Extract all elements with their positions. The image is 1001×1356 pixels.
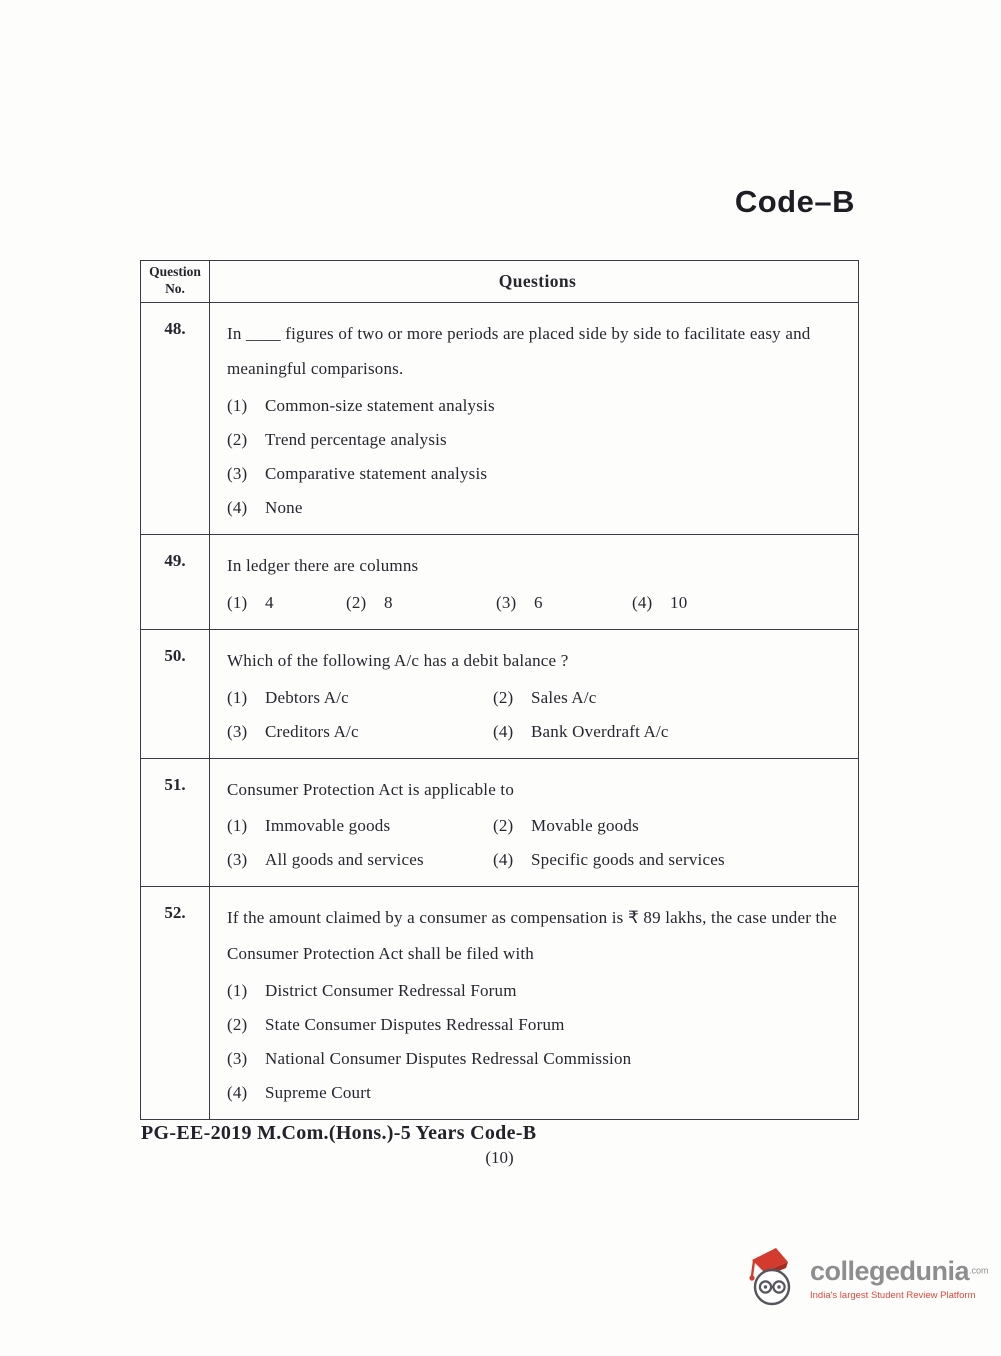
option: [493, 715, 848, 749]
options-list: [227, 974, 848, 1110]
question-stem: In ____ figures of two or more periods are placed side by side to facilitate easy and meaningful comparisons.: [227, 323, 811, 379]
page-number: (10): [485, 1148, 514, 1167]
option-text: Movable goods: [531, 816, 639, 836]
option-label: (2): [493, 687, 514, 707]
question-stem: Which of the following A/c has a debit balance ?: [227, 650, 569, 670]
option: [227, 1008, 848, 1042]
option-text: Comparative statement analysis: [265, 464, 488, 484]
brand-tagline: India's largest Student Review Platform: [810, 1290, 976, 1301]
question-row-48: [141, 302, 858, 534]
option-label: (1): [227, 396, 248, 416]
footer-exam-code: PG-EE-2019 M.Com.(Hons.)-5 Years Code-B: [141, 1122, 537, 1144]
option: [227, 715, 493, 749]
collegedunia-mascot-icon: [742, 1246, 800, 1313]
option-label: (4): [227, 498, 248, 518]
option-label: (4): [493, 850, 514, 870]
option-label: (3): [227, 721, 248, 741]
question-number: 52.: [141, 887, 210, 1118]
option-text: 6: [534, 592, 543, 612]
option: [227, 491, 848, 525]
option: [227, 1042, 848, 1076]
option: [227, 423, 848, 457]
collegedunia-logo: [742, 1246, 989, 1313]
code-label: Code–B: [734, 184, 855, 219]
question-row-52: [141, 886, 858, 1118]
option-label: (4): [227, 1082, 248, 1102]
option-label: (3): [227, 850, 248, 870]
option-text: 4: [265, 592, 274, 612]
question-stem: In ledger there are columns: [227, 556, 419, 576]
question-body: [210, 535, 858, 629]
option-label: (1): [227, 592, 248, 612]
option-text: Sales A/c: [531, 687, 597, 707]
option-text: 8: [384, 592, 393, 612]
question-body: [210, 303, 858, 534]
header-questions: Questions: [498, 270, 577, 291]
option-label: (3): [227, 1048, 248, 1068]
option: [227, 681, 493, 715]
question-stem: If the amount claimed by a consumer as compensation is ₹ 89 lakhs, the case under the Consumer Protection Act shall be filed with: [227, 908, 837, 963]
header-question-no-line2: No.: [165, 280, 185, 296]
collegedunia-logo-text: [810, 1258, 989, 1301]
option-label: (4): [493, 721, 514, 741]
option: [227, 1076, 848, 1110]
options-list: [227, 681, 848, 749]
option-text: State Consumer Disputes Redressal Forum: [265, 1014, 565, 1034]
question-row-49: [141, 534, 858, 629]
question-body: [210, 759, 858, 887]
option-text: All goods and services: [265, 850, 424, 870]
brand-name: collegedunia: [810, 1256, 970, 1286]
question-stem: Consumer Protection Act is applicable to: [227, 779, 515, 799]
option-text: 10: [670, 592, 688, 612]
option-text: Specific goods and services: [531, 850, 725, 870]
option-text: Bank Overdraft A/c: [531, 721, 669, 741]
question-number: 51.: [141, 759, 210, 887]
option-text: National Consumer Disputes Redressal Commission: [265, 1048, 632, 1068]
option: [632, 586, 848, 620]
options-list: [227, 389, 848, 525]
option: [227, 457, 848, 491]
table-header-row: [141, 261, 858, 302]
option-text: Creditors A/c: [265, 721, 359, 741]
option: [493, 681, 848, 715]
question-number: 48.: [141, 303, 210, 534]
question-body: [210, 630, 858, 758]
header-question-no-line1: Question: [149, 264, 201, 279]
question-row-50: [141, 629, 858, 758]
option: [496, 586, 632, 620]
question-body: [210, 887, 858, 1118]
option-label: (2): [227, 1014, 248, 1034]
option: [493, 843, 848, 877]
brand-suffix: .com: [969, 1265, 989, 1276]
questions-table: [140, 260, 859, 1120]
question-number: 50.: [141, 630, 210, 758]
option-text: Immovable goods: [265, 816, 391, 836]
option: [227, 843, 493, 877]
option-label: (2): [493, 816, 514, 836]
option: [227, 389, 848, 423]
options-list: [227, 809, 848, 877]
option: [346, 586, 496, 620]
option-label: (2): [227, 430, 248, 450]
option-text: Debtors A/c: [265, 687, 349, 707]
option: [227, 974, 848, 1008]
option-label: (1): [227, 980, 248, 1000]
option: [493, 809, 848, 843]
option-label: (1): [227, 687, 248, 707]
option-label: (3): [496, 592, 517, 612]
option: [227, 809, 493, 843]
header-question-no: [141, 261, 210, 302]
option-label: (4): [632, 592, 653, 612]
option-text: Trend percentage analysis: [265, 430, 447, 450]
option-label: (2): [346, 592, 367, 612]
option-text: Common-size statement analysis: [265, 396, 495, 416]
option-text: None: [265, 498, 303, 518]
option-text: District Consumer Redressal Forum: [265, 980, 517, 1000]
question-number: 49.: [141, 535, 210, 629]
option-label: (1): [227, 816, 248, 836]
option-text: Supreme Court: [265, 1082, 372, 1102]
option: [227, 586, 346, 620]
option-label: (3): [227, 464, 248, 484]
options-list: [227, 586, 848, 620]
question-row-51: [141, 758, 858, 887]
brand-line: [810, 1258, 989, 1285]
